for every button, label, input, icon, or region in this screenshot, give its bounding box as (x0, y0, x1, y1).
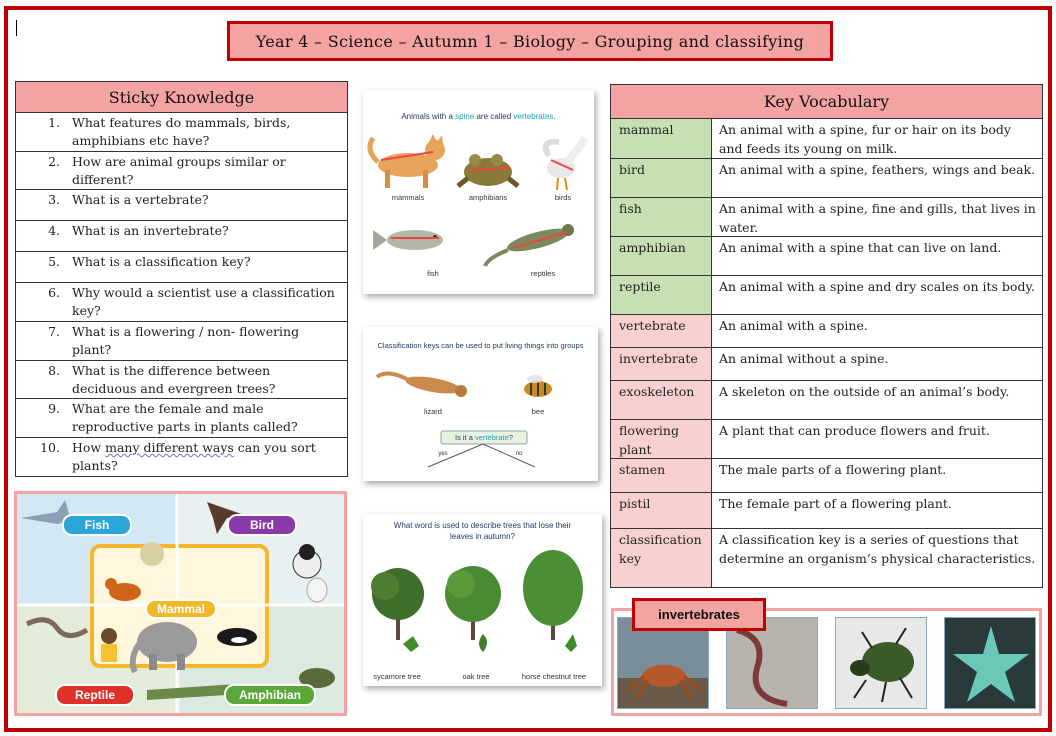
lizard-icon (377, 373, 467, 397)
orca-icon (217, 628, 257, 646)
sticky-num: 7. (48, 324, 60, 339)
sticky-num: 10. (40, 440, 60, 455)
sticky-row (16, 438, 347, 476)
sticky-row (16, 152, 347, 190)
vocab-term: invertebrate (611, 348, 712, 380)
sticky-num: 8. (48, 363, 60, 378)
sticky-num: 9. (48, 401, 60, 416)
animal-groups-poster (14, 491, 347, 716)
caption-part: . (553, 112, 556, 121)
caption-part: are called (474, 112, 514, 121)
bee-icon (524, 375, 552, 397)
key-vocabulary-table (610, 84, 1043, 588)
question-vertebrate: vertebrate (475, 433, 509, 442)
vocab-row (611, 459, 1042, 493)
vocab-row (611, 348, 1042, 381)
vocab-definition: An animal with a spine, feathers, wings and beak. (719, 162, 1036, 177)
vocab-row (611, 529, 1042, 587)
caption-part: Animals with a (401, 112, 456, 121)
starfish-icon (945, 618, 1036, 709)
fish-icon (373, 230, 443, 250)
vocab-term: flowering plant (611, 420, 712, 458)
vocab-definition: An animal with a spine, fine and gills, that lives in water. (719, 201, 1036, 235)
sticky-question: What is a vertebrate? (72, 192, 209, 207)
spellcheck-underline-text: many different ways (105, 440, 234, 455)
trees-image (363, 514, 602, 686)
vocab-row (611, 420, 1042, 459)
sticky-row (16, 221, 347, 252)
sticky-question: What is a classification key? (72, 254, 251, 269)
sticky-row (16, 322, 347, 361)
sticky-row (16, 113, 347, 152)
beetle-icon (836, 618, 927, 709)
label-birds: birds (554, 193, 572, 202)
sticky-question: Why would a scientist use a classification key? (72, 285, 335, 318)
label-yes: yes (438, 451, 448, 457)
label-bee: bee (531, 407, 545, 416)
vocab-row (611, 381, 1042, 420)
vocab-definition: The female part of a flowering plant. (719, 496, 952, 511)
sticky-question (72, 438, 347, 476)
vocab-term: fish (611, 198, 712, 236)
frog-icon (458, 154, 518, 186)
vocab-term: pistil (611, 493, 712, 528)
label-oak-tree: oak tree (462, 672, 490, 681)
vocab-term: exoskeleton (611, 381, 712, 419)
poster-amphibian-label: Amphibian (224, 684, 316, 706)
poster-mammal-label: Mammal (145, 599, 217, 619)
sticky-knowledge-heading: Sticky Knowledge (16, 82, 347, 113)
vocab-definition: A classification key is a series of questions that determine an organism’s physical characteristics. (719, 532, 1036, 566)
pufferfish-icon (140, 542, 164, 566)
vocab-row (611, 276, 1042, 315)
vocab-term: stamen (611, 459, 712, 492)
sticky-num: 5. (48, 254, 60, 269)
page-title-text: Year 4 – Science – Autumn 1 – Biology – Grouping and classifying (255, 31, 805, 51)
label-reptiles: reptiles (530, 269, 556, 278)
sticky-question: What is an invertebrate? (72, 223, 229, 238)
question-part: Is it a (455, 433, 476, 442)
key-caption: Classification keys can be used to put living things into groups (377, 341, 584, 350)
horse-chestnut-tree-icon (523, 550, 583, 652)
vocab-row (611, 237, 1042, 276)
sticky-row (16, 283, 347, 322)
sticky-num: 6. (48, 285, 60, 300)
sticky-q-post: can you sort plants? (72, 440, 316, 473)
sticky-row (16, 190, 347, 221)
sticky-row (16, 252, 347, 283)
vertebrates-illustration (363, 90, 594, 294)
vocab-row (611, 159, 1042, 198)
sticky-question: What features do mammals, birds, amphibians etc have? (72, 115, 291, 148)
vocab-definition: An animal with a spine that can live on land. (719, 240, 1002, 255)
vocab-term: amphibian (611, 237, 712, 275)
key-vocabulary-heading: Key Vocabulary (611, 85, 1042, 119)
vocab-term: mammal (611, 119, 712, 158)
lizard-icon (485, 224, 574, 266)
worm-icon (727, 618, 818, 709)
poster-bird-label: Bird (227, 514, 297, 536)
caption-vertebrates: vertebrates (513, 112, 554, 121)
sticky-num: 3. (48, 192, 60, 207)
vocab-definition: A skeleton on the outside of an animal’s body. (719, 384, 1010, 399)
sticky-row (16, 361, 347, 399)
page-title (227, 21, 833, 61)
vocab-row (611, 119, 1042, 159)
invertebrates-label: invertebrates (632, 598, 766, 631)
cat-icon (370, 134, 445, 188)
caption-spine: spine (455, 112, 475, 121)
vocab-definition: An animal without a spine. (719, 351, 889, 366)
vocab-row (611, 198, 1042, 237)
label-horse-chestnut-tree: horse chestnut tree (521, 672, 587, 681)
label-fish: fish (427, 269, 439, 278)
sticky-question: What are the female and male reproductive parts in plants called? (72, 401, 298, 434)
crab-icon (618, 618, 709, 709)
trees-caption: What word is used to describe trees that lose their leaves in autumn? (393, 521, 572, 541)
oak-tree-icon (445, 566, 501, 652)
sticky-row (16, 399, 347, 438)
vocab-definition: An animal with a spine. (719, 318, 868, 333)
key-question (441, 433, 527, 442)
sticky-question: What is a flowering / non- flowering plant? (72, 324, 300, 357)
vocab-term: reptile (611, 276, 712, 314)
label-mammals: mammals (391, 193, 425, 202)
sycamore-tree-icon (371, 568, 424, 652)
label-no: no (515, 451, 523, 457)
child-icon (101, 628, 117, 662)
vocab-definition: A plant that can produce flowers and fruit. (719, 423, 990, 438)
vocab-term: bird (611, 159, 712, 197)
beetle-photo (835, 617, 927, 709)
label-sycamore-tree: sycamore tree (373, 672, 421, 681)
vocab-definition: The male parts of a flowering plant. (719, 462, 947, 477)
bird-icon (546, 138, 585, 190)
sticky-question: How are animal groups similar or different? (72, 154, 286, 187)
sticky-num: 1. (48, 115, 60, 130)
sticky-num: 2. (48, 154, 60, 169)
sticky-knowledge-table (15, 81, 348, 477)
vocab-definition: An animal with a spine and dry scales on its body. (719, 279, 1035, 294)
trees-illustration (363, 514, 602, 686)
vocab-row (611, 493, 1042, 529)
goose-icon (307, 578, 327, 602)
vocab-term: vertebrate (611, 315, 712, 347)
question-part: ? (508, 433, 513, 442)
vocab-definition: An animal with a spine, fur or hair on its body and feeds its young on milk. (719, 122, 1011, 156)
label-amphibians: amphibians (468, 193, 508, 202)
vocab-term: classification key (611, 529, 712, 587)
sticky-num: 4. (48, 223, 60, 238)
sticky-question: What is the difference between deciduous and evergreen trees? (72, 363, 276, 396)
sticky-q-pre: How (72, 440, 106, 455)
text-cursor (16, 20, 17, 36)
classification-key-image (363, 327, 598, 481)
vocab-row (611, 315, 1042, 348)
vertebrates-image (363, 90, 594, 294)
starfish-photo (944, 617, 1036, 709)
label-lizard: lizard (424, 407, 442, 416)
poster-fish-label: Fish (62, 514, 132, 536)
classification-key-illustration (363, 327, 598, 481)
poster-reptile-label: Reptile (55, 684, 135, 706)
